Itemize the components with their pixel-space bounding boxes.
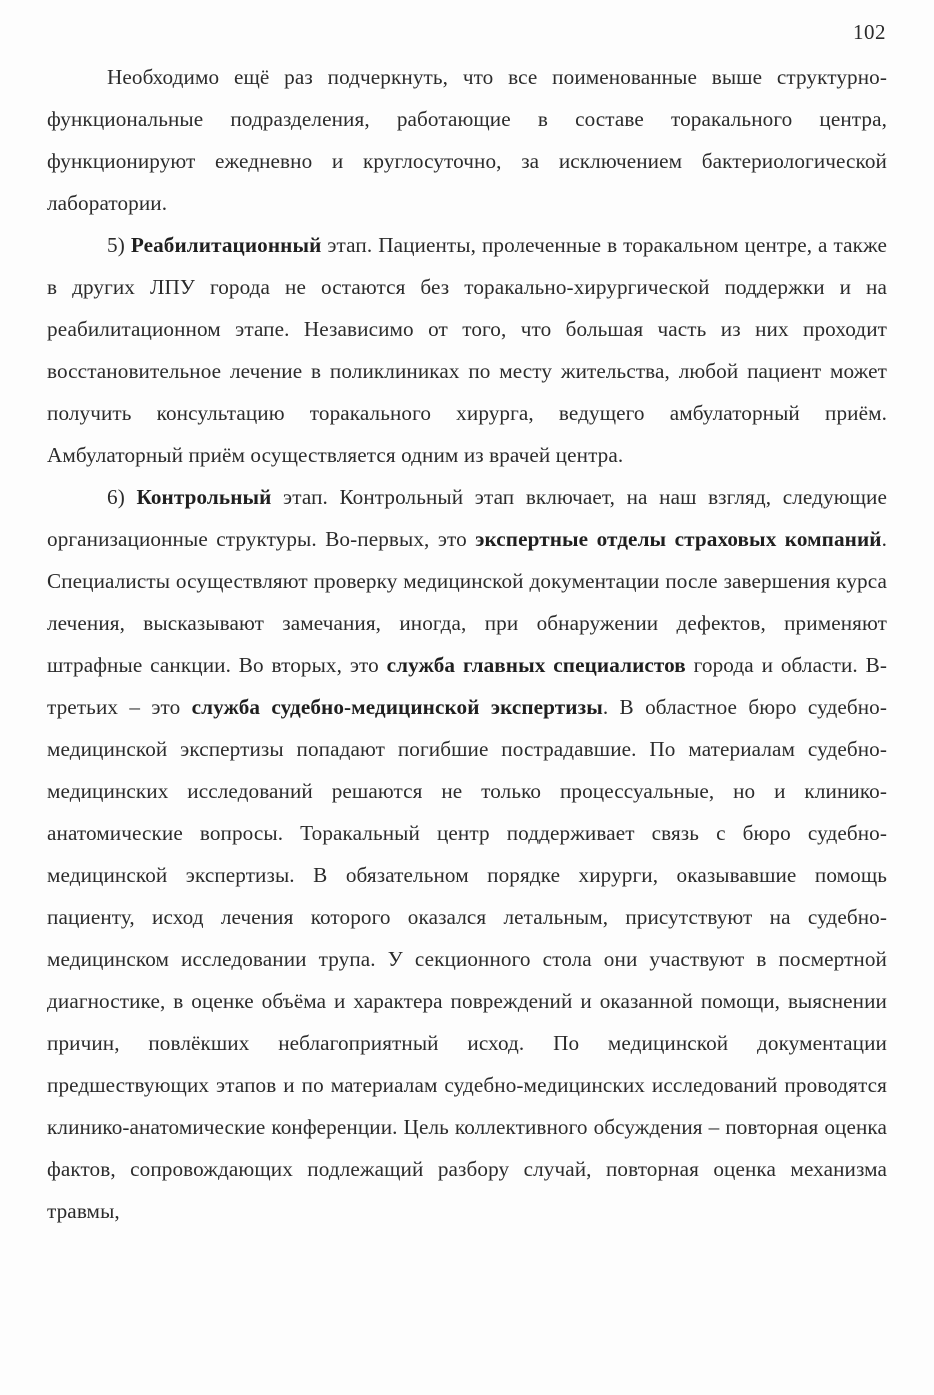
emphasis-chief-specialists: служба главных специалистов bbox=[386, 653, 686, 677]
paragraph-text: . Специалисты осуществляют проверку медицинской документации после завершения курса лечения, высказывают замечания, иногда, при обнаружении дефектов, применяют штрафные санкции. Во вторых, это bbox=[47, 527, 887, 677]
list-number: 5) bbox=[107, 233, 131, 257]
stage-name-bold: Контрольный bbox=[136, 485, 272, 509]
paragraph-rehabilitation-stage bbox=[47, 224, 887, 476]
body-text bbox=[47, 56, 887, 1232]
emphasis-forensic-service: служба судебно-медицинской экспертизы bbox=[191, 695, 603, 719]
paragraph-text: этап. Контрольный этап включает, на наш взгляд, следующие организационные структуры. Во-первых, это bbox=[47, 485, 887, 551]
paragraph-control-stage bbox=[47, 476, 887, 1232]
paragraph-text: города и области. В-третьих – это bbox=[47, 653, 887, 719]
paragraph-text: . В областное бюро судебно-медицинской экспертизы попадают погибшие пострадавшие. По материалам судебно-медицинских исследований решаются не только процессуальные, но и клинико-анатомические вопросы. Торакальный центр поддерживает связь с бюро судебно-медицинской экспертизы. В обязательном порядке хирурги, оказывавшие помощь пациенту, исход лечения которого оказался летальным, присутствуют на судебно-медицинском исследовании трупа. У секционного стола они участвуют в посмертной диагностике, в оценке объёма и характера повреждений и оказанной помощи, выяснении причин, повлёкших неблагоприятный исход. По медицинской документации предшествующих этапов и по материалам судебно-медицинских исследований проводятся клинико-анатомические конференции. Цель коллективного обсуждения – повторная оценка фактов, сопровождающих подлежащий разбору случай, повторная оценка механизма травмы, bbox=[47, 695, 887, 1223]
paragraph-text: этап. Пациенты, пролеченные в торакальном центре, а также в других ЛПУ города не остаются без торакально-хирургической поддержки и на реабилитационном этапе. Независимо от того, что большая часть из них проходит восстановительное лечение в поликлиниках по месту жительства, любой пациент может получить консультацию торакального хирурга, ведущего амбулаторный приём. Амбулаторный приём осуществляется одним из врачей центра. bbox=[47, 233, 888, 467]
stage-name-bold: Реабилитационный bbox=[130, 233, 322, 257]
paragraph-intro bbox=[47, 56, 887, 224]
list-number: 6) bbox=[107, 485, 137, 509]
emphasis-insurance-experts: экспертные отделы страховых компаний bbox=[475, 527, 882, 551]
page-number: 102 bbox=[853, 20, 886, 44]
paragraph-text: Необходимо ещё раз подчеркнуть, что все поименованные выше структурно-функциональные подразделения, работающие в составе торакального центра, функционируют ежедневно и круглосуточно, за исключением бактериологической лаборатории. bbox=[47, 65, 887, 215]
